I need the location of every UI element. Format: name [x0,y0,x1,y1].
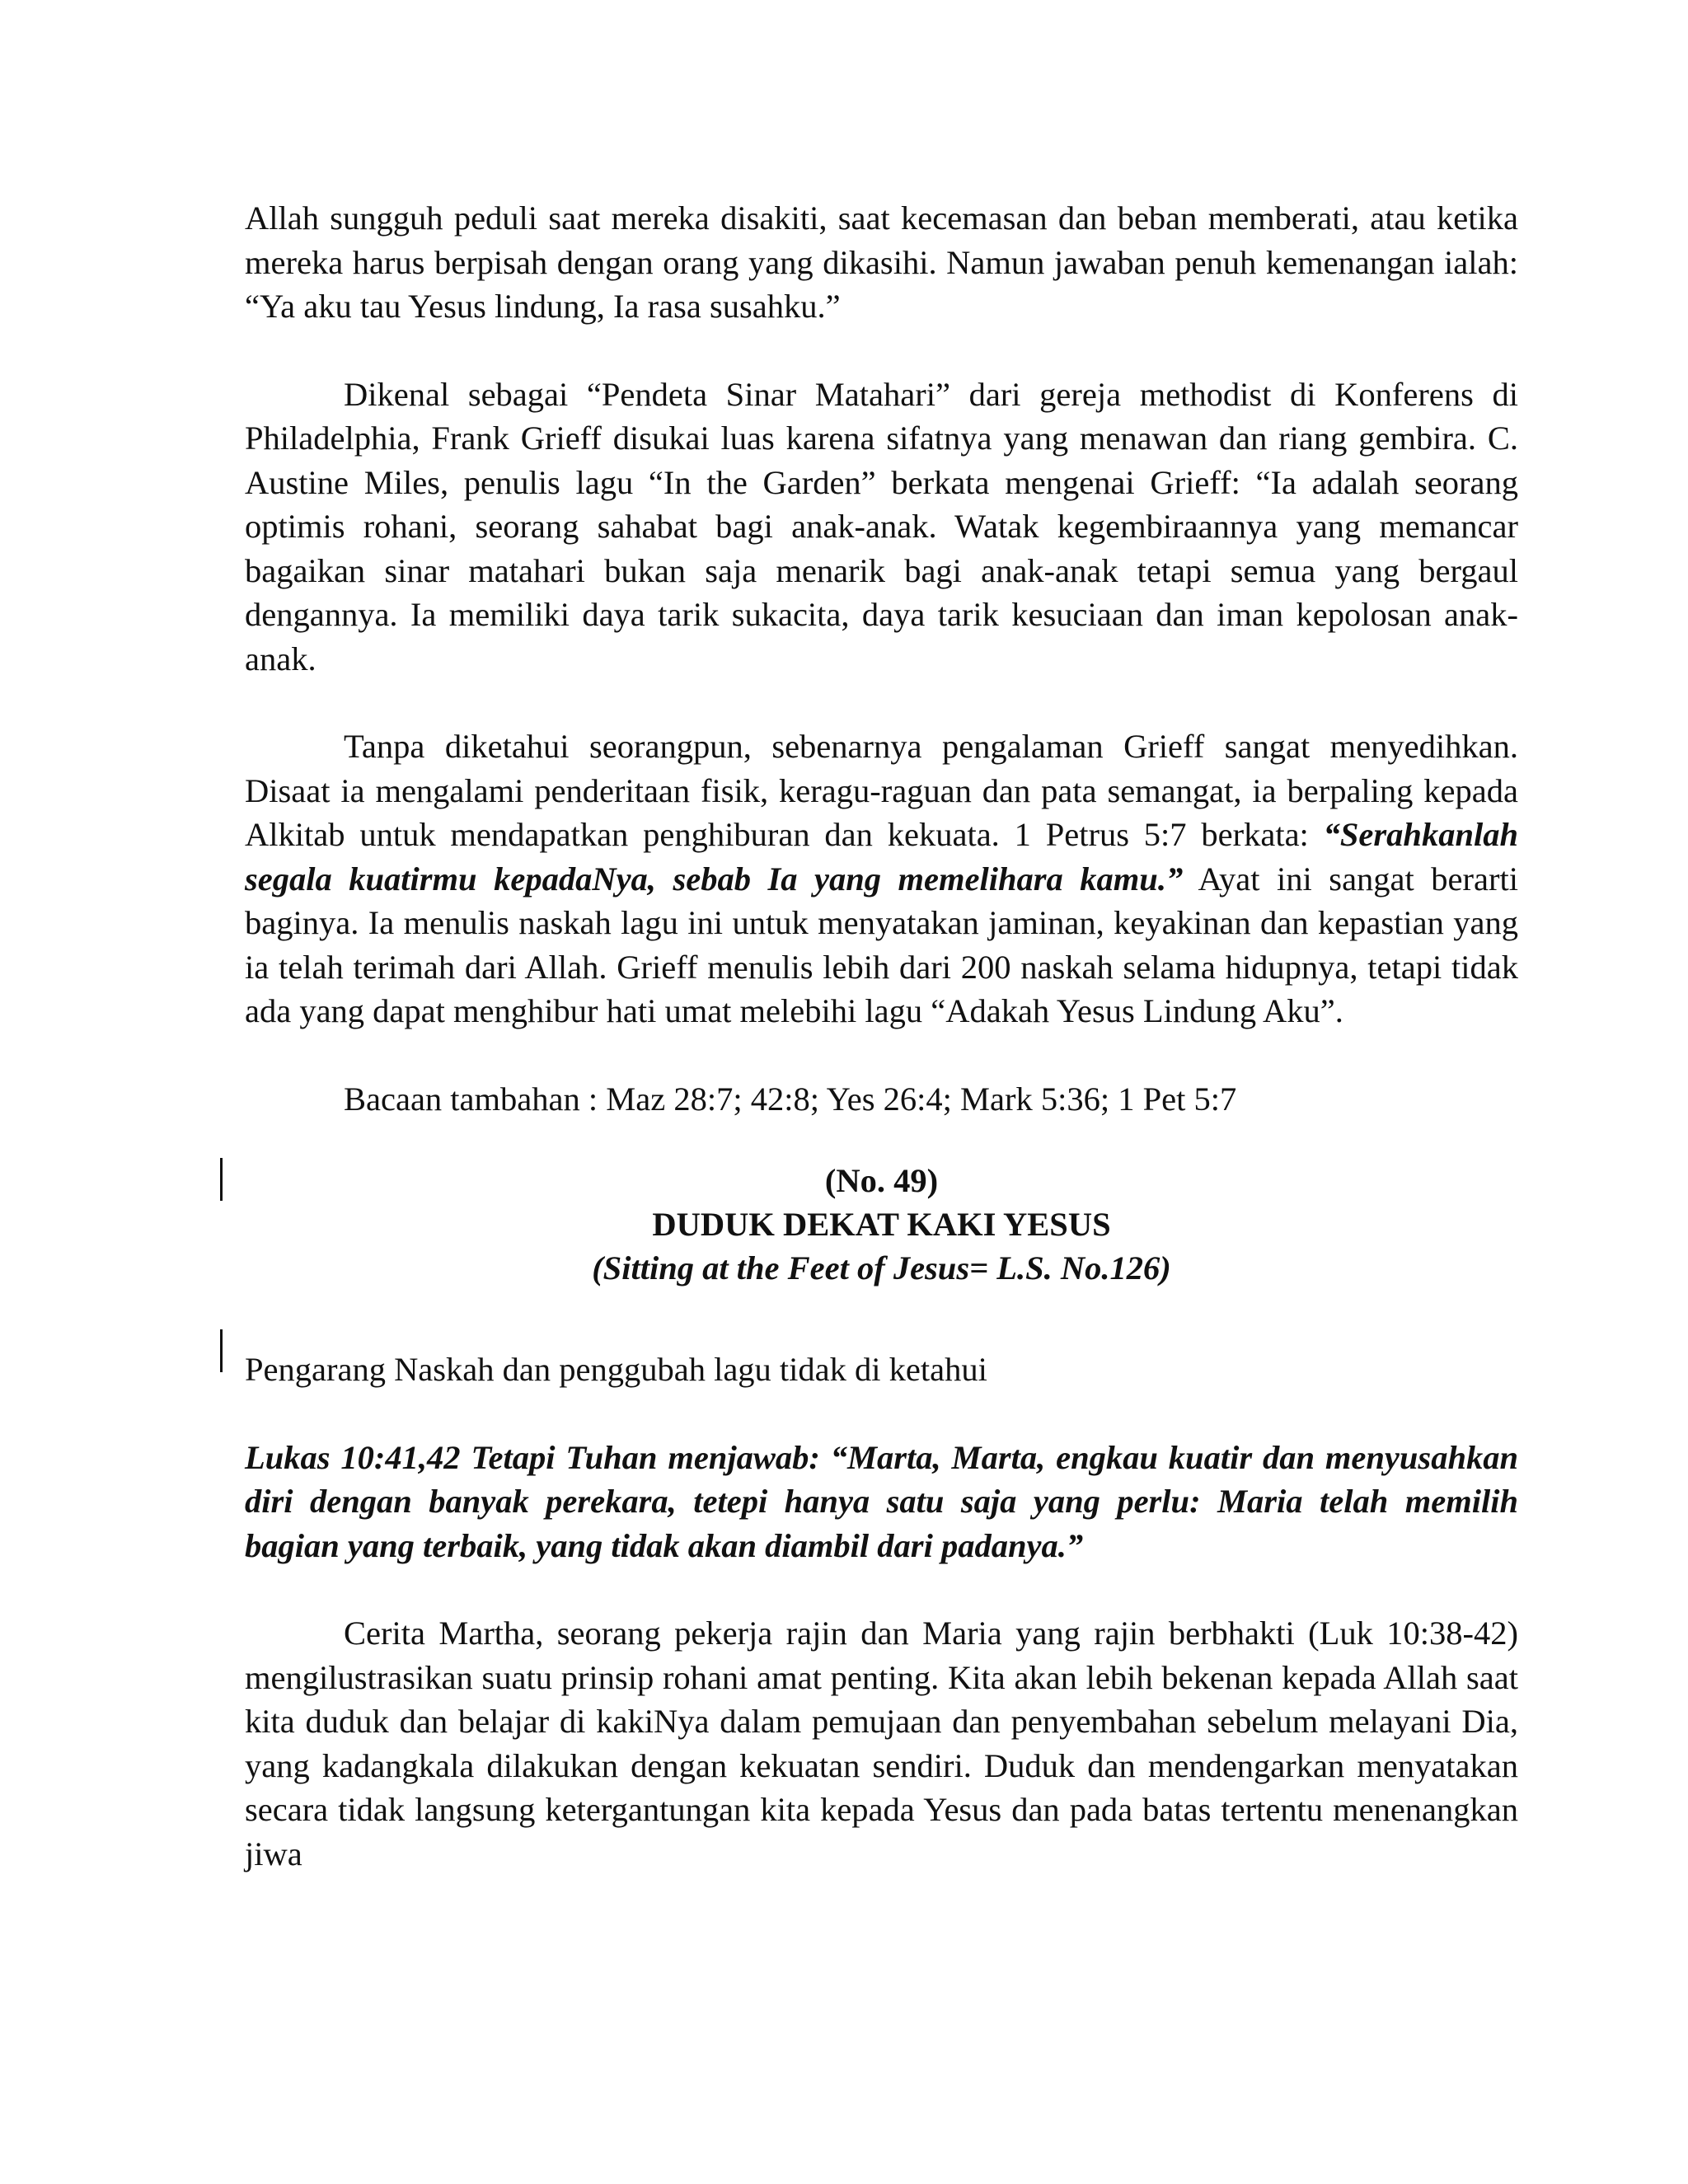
bible-quote-1pet-5-7: “Serahkanlah segala kuatirmu kepadaNya, sebab Ia yang memelihara kamu.” [245,816,1518,898]
additional-reading: Bacaan tambahan : Maz 28:7; 42:8; Yes 26:4; Mark 5:36; 1 Pet 5:7 [344,1080,1237,1118]
scripture-lukas-10-41-42: Lukas 10:41,42 Tetapi Tuhan menjawab: “Marta, Marta, engkau kuatir dan menyusahkan diri dengan banyak perekara, tetepi hanya satu saja yang perlu: Maria telah memilih bagian yang terbaik, yang tidak akan diambil dari padanya.” [245,1438,1518,1564]
paragraph-spacer [245,1033,1518,1077]
paragraph-2: Dikenal sebagai “Pendeta Sinar Matahari” dari gereja methodist di Konferens di Philadelphia, Frank Grieff disukai luas karena sifatnya yang menawan dan riang gembira. C. Austine Miles, penulis lagu “In the Garden” berkata mengenai Grieff: “Ia adalah seorang optimis rohani, seorang sahabat bagi anak-anak. Watak kegembiraannya yang memancar bagaikan sinar matahari bukan saja menarik bagi anak-anak tetapi semua yang bergaul dengannya. Ia memiliki daya tarik sukacita, daya tarik kesuciaan dan iman kepolosan anak-anak. [245,375,1518,677]
paragraph-spacer [245,329,1518,373]
paragraph-final: Cerita Martha, seorang pekerja rajin dan Maria yang rajin berbhakti (Luk 10:38-42) mengilustrasikan suatu prinsip rohani amat penting. Kita akan lebih bekenan kepada Allah saat kita duduk dan belajar di kakiNya dalam pemujaan dan penyembahan sebelum melayani Dia, yang kadangkala dilakukan dengan kekuatan sendiri. Duduk dan mendengarkan menyatakan secara tidak langsung ketergantungan kita kepada Yesus dan pada batas tertentu menenangkan jiwa [245,1615,1518,1872]
hymn-number: (No. 49) [824,1162,939,1199]
hymn-title: DUDUK DEKAT KAKI YESUS [652,1206,1111,1243]
paragraph-3-text-b: Ayat ini sangat berarti baginya. Ia menulis naskah lagu ini untuk menyatakan jaminan, keyakinan dan kepastian yang ia telah terimah dari Allah. Grieff menulis lebih dari 200 naskah selama hidupnya, tetapi tidak ada yang dapat menghibur hati umat melebihi lagu “Adakah Yesus Lindung Aku”. [245,860,1518,1029]
section-spacer [245,1568,1518,1611]
paragraph-3-text-a: Tanpa diketahui seorangpun, sebenarnya pengalaman Grieff sangat menyedihkan. Disaat ia mengalami penderitaan fisik, keragu-raguan dan pata semangat, ia berpaling kepada Alkitab untuk mendapatkan penghiburan dan kekuata. 1 Petrus 5:7 berkata: [245,728,1518,853]
hymn-heading [245,1159,1518,1290]
section-spacer [245,1290,1518,1347]
author-line: Pengarang Naskah dan penggubah lagu tidak di ketahui [245,1351,987,1388]
paragraph-spacer [245,681,1518,724]
revision-bar-1 [220,1158,223,1201]
paragraph-1: Allah sungguh peduli saat mereka disakiti, saat kecemasan dan beban memberati, atau ketika mereka harus berpisah dengan orang yang dikasihi. Namun jawaban penuh kemenangan ialah: “Ya aku tau Yesus lindung, Ia rasa susahku.” [245,199,1518,325]
hymn-subtitle: (Sitting at the Feet of Jesus= L.S. No.126) [592,1249,1171,1286]
revision-bar-2 [220,1329,223,1372]
section-spacer [245,1121,1518,1159]
section-spacer [245,1392,1518,1436]
paragraph-3 [245,724,1518,1033]
document-page [245,196,1518,1876]
